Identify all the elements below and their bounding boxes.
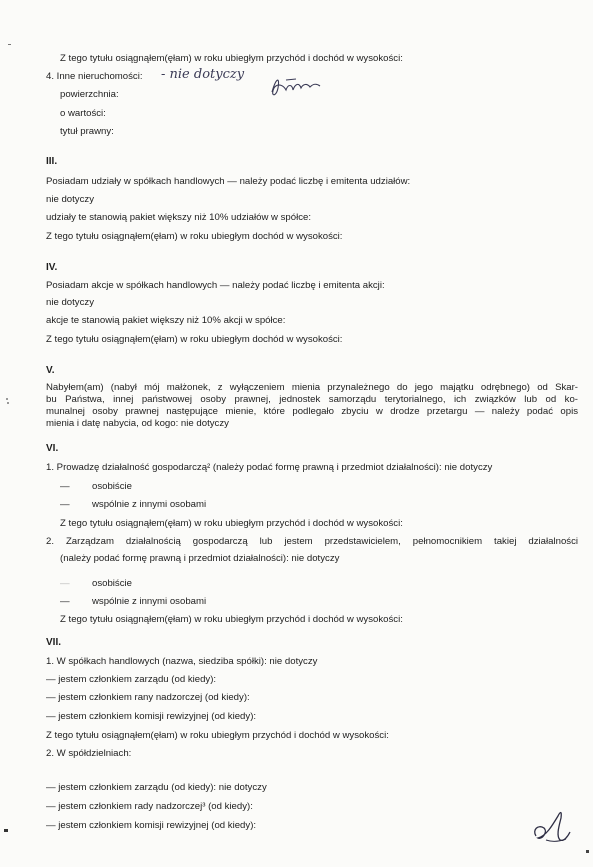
dash: — [60,578,70,589]
section-iv-stake: akcje te stanowią pakiet większy niż 10% akcji w spółce: [46,315,286,326]
section-iv-answer: nie dotyczy [46,297,94,308]
section-v-line: bu Państwa, innej państwowej osoby prawnej, jednostek samorządu terytorialnego, ich związków lub od ko- [46,394,578,405]
section-vi-item1-income: Z tego tytułu osiągnąłem(ęłam) w roku ubiegłym przychód i dochód w wysokości: [60,518,403,529]
section-vi-item2-personally: osobiście [92,578,132,589]
section-vii-item2-board: — jestem członkiem zarządu (od kiedy): nie dotyczy [46,782,267,793]
section-vi-heading: VI. [46,443,59,454]
scan-speck [6,398,8,400]
scan-speck [8,44,11,45]
item4-area: powierzchnia: [60,89,119,100]
dash: — [60,596,70,607]
section-vi-item2-line: 2. Zarządzam działalnością gospodarczą lub jestem przedstawicielem, pełnomocnikiem takiej działalności [46,536,578,547]
section-vii-item1: 1. W spółkach handlowych (nazwa, siedziba spółki): nie dotyczy [46,656,318,667]
dash: — [60,499,70,510]
handwritten-initials [528,806,574,848]
item4-legal-title: tytuł prawny: [60,126,114,137]
section-vi-item2-income: Z tego tytułu osiągnąłem(ęłam) w roku ubiegłym przychód i dochód w wysokości: [60,614,403,625]
handwritten-signature-small [266,74,324,102]
scan-speck [586,850,589,853]
handwritten-not-applicable: - nie dotyczy [161,67,245,82]
section-vi-item2-jointly: wspólnie z innymi osobami [92,596,207,607]
section-vii-item1-supervisory: — jestem członkiem rany nadzorczej (od kiedy): [46,692,250,703]
section-v-line: mienia i datę nabycia, od kogo: nie dotyczy [46,418,229,429]
income-statement: Z tego tytułu osiągnąłem(ęłam) w roku ubiegłym przychód i dochód w wysokości: [60,53,403,64]
section-iv-heading: IV. [46,262,58,273]
section-vii-item1-income: Z tego tytułu osiągnąłem(ęłam) w roku ubiegłym przychód i dochód w wysokości: [46,730,389,741]
section-iv-income: Z tego tytułu osiągnąłem(ęłam) w roku ubiegłym dochód w wysokości: [46,334,343,345]
section-iii-answer: nie dotyczy [46,194,94,205]
item4-label: 4. Inne nieruchomości: [46,71,143,82]
dash: — [60,481,70,492]
section-vi-item1-personally: osobiście [92,481,132,492]
section-iii-income: Z tego tytułu osiągnąłem(ęłam) w roku ubiegłym dochód w wysokości: [46,231,343,242]
section-vii-item2-audit: — jestem członkiem komisji rewizyjnej (od kiedy): [46,820,257,831]
section-iii-intro: Posiadam udziały w spółkach handlowych — należy podać liczbę i emitenta udziałów: [46,176,411,187]
scan-speck [7,402,9,404]
section-iii-heading: III. [46,156,58,167]
scan-speck [4,829,8,832]
section-vii-item2: 2. W spółdzielniach: [46,748,132,759]
section-iii-stake: udziały te stanowią pakiet większy niż 10% udziałów w spółce: [46,212,312,223]
section-vi-item1-jointly: wspólnie z innymi osobami [92,499,207,510]
item4-value: o wartości: [60,108,106,119]
section-vi-item1: 1. Prowadzę działalność gospodarczą² (należy podać formę prawną i przedmiot działalności): nie dotyczy [46,462,493,473]
section-vii-item1-audit: — jestem członkiem komisji rewizyjnej (od kiedy): [46,711,257,722]
section-v-heading: V. [46,365,55,376]
section-vii-item1-board: — jestem członkiem zarządu (od kiedy): [46,674,217,685]
section-vii-heading: VII. [46,637,62,648]
section-v-line: Nabyłem(am) (nabył mój małżonek, z wyłączeniem mienia przynależnego do jego majątku odrębnego) od Skar- [46,382,578,393]
section-v-line: munalnej osoby prawnej następujące mienie, które podlegało zbyciu w drodze przetargu — należy podać opis [46,406,578,417]
section-vii-item2-supervisory: — jestem członkiem rady nadzorczej³ (od kiedy): [46,801,253,812]
section-vi-item2-line: (należy podać formę prawną i przedmiot działalności): nie dotyczy [60,553,340,564]
section-iv-intro: Posiadam akcje w spółkach handlowych — należy podać liczbę i emitenta akcji: [46,280,385,291]
